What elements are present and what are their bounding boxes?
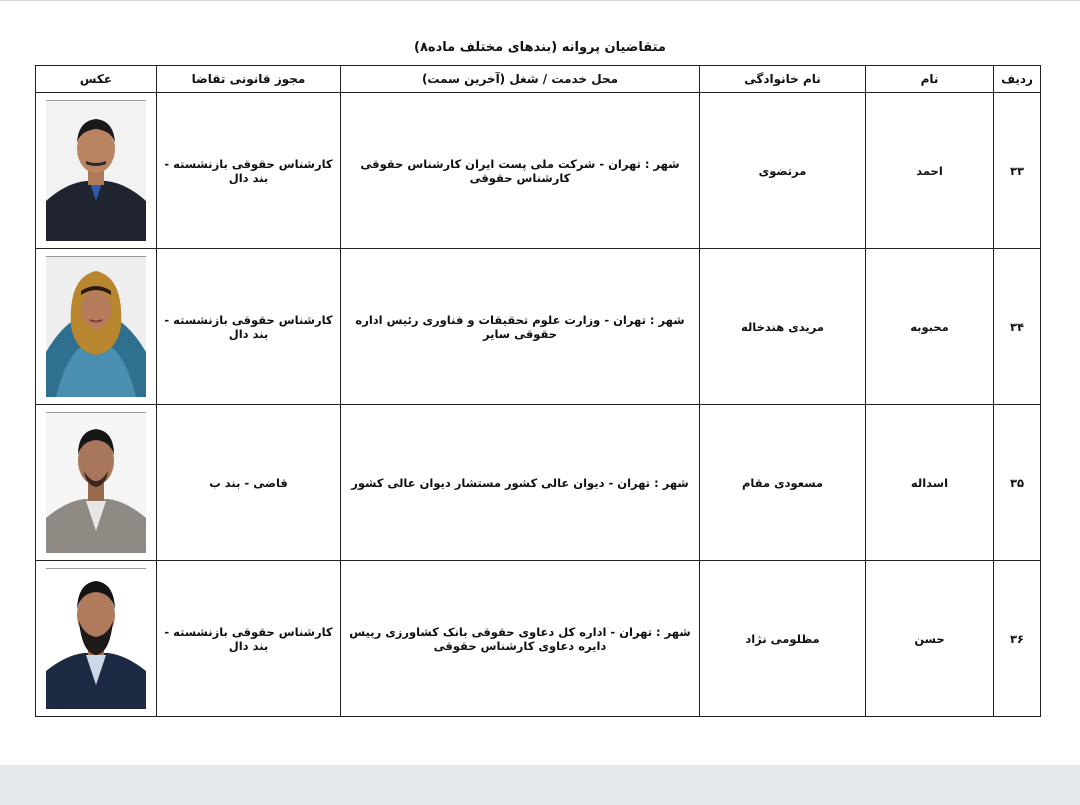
table-header-row	[36, 66, 1041, 93]
license-basis: کارشناس حقوقی بازنشسته - بند دال	[157, 93, 341, 249]
candidates-table	[35, 65, 1041, 717]
header-row-number: ردیف	[994, 66, 1041, 93]
workplace: شهر : تهران - اداره کل دعاوی حقوقی بانک کشاورزی رییس دایره دعاوی کارشناس حقوقی	[341, 561, 700, 717]
license-basis: قاضی - بند ب	[157, 405, 341, 561]
table-row	[36, 249, 1041, 405]
table-row	[36, 93, 1041, 249]
row-number: ۳۶	[994, 561, 1041, 717]
license-basis: کارشناس حقوقی بازنشسته - بند دال	[157, 249, 341, 405]
workplace: شهر : تهران - دیوان عالی کشور مستشار دیوان عالی کشور	[341, 405, 700, 561]
last-name: مسعودی مقام	[700, 405, 866, 561]
header-last-name: نام خانوادگی	[700, 66, 866, 93]
row-number: ۳۳	[994, 93, 1041, 249]
workplace: شهر : تهران - شرکت ملی پست ایران کارشناس حقوقی کارشناس حقوقی	[341, 93, 700, 249]
first-name: احمد	[866, 93, 994, 249]
first-name: حسن	[866, 561, 994, 717]
header-first-name: نام	[866, 66, 994, 93]
header-photo: عکس	[36, 66, 157, 93]
portrait-photo	[46, 568, 146, 709]
last-name: مرتضوی	[700, 93, 866, 249]
first-name: اسداله	[866, 405, 994, 561]
table-row	[36, 405, 1041, 561]
document-title: متقاضیان پروانه (بندهای مختلف ماده۸)	[414, 40, 666, 55]
last-name: مظلومی نژاد	[700, 561, 866, 717]
portrait-photo	[46, 256, 146, 397]
photo-cell	[36, 93, 157, 249]
first-name: محبوبه	[866, 249, 994, 405]
photo-cell	[36, 249, 157, 405]
bottom-band	[0, 765, 1080, 805]
portrait-photo	[46, 100, 146, 241]
header-license-basis: مجوز قانونی تقاضا	[157, 66, 341, 93]
last-name: مریدی هندخاله	[700, 249, 866, 405]
workplace: شهر : تهران - وزارت علوم تحقیقات و فناوری رئیس اداره حقوقی سایر	[341, 249, 700, 405]
top-rule	[0, 0, 1080, 1]
portrait-photo	[46, 412, 146, 553]
row-number: ۳۴	[994, 249, 1041, 405]
license-basis: کارشناس حقوقی بازنشسته - بند دال	[157, 561, 341, 717]
header-workplace: محل خدمت / شغل (آخرین سمت)	[341, 66, 700, 93]
row-number: ۳۵	[994, 405, 1041, 561]
photo-cell	[36, 561, 157, 717]
table-row	[36, 561, 1041, 717]
photo-cell	[36, 405, 157, 561]
